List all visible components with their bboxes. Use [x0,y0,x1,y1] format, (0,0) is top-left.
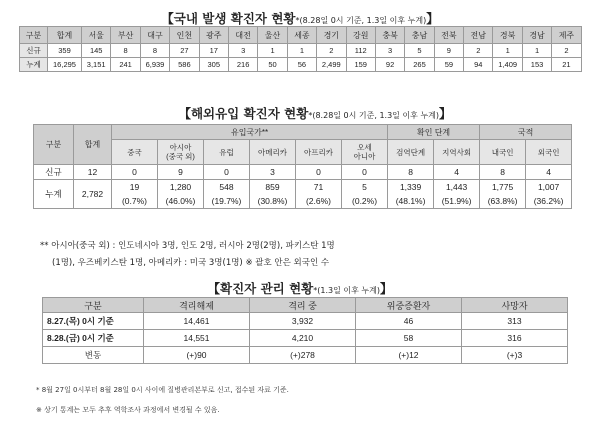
management-cell: 4,210 [250,330,356,347]
management-title [0,278,600,297]
management-row-label: 변동 [43,347,144,364]
imported-cum-cell: 19 [112,180,158,195]
imported-subheader-cell: 내국인 [480,140,526,165]
domestic-header-cell: 경북 [493,27,522,44]
imported-new-cell: 4 [434,165,480,180]
domestic-header-cell: 경기 [317,27,346,44]
asia-note-line1: ** 아시아(중국 외) : 인도네시아 3명, 인도 2명, 러시아 2명(2명), 파키스탄 1명 [40,241,335,251]
footnote-1: * 8월 27일 0시부터 8월 28일 0시 사이에 질병관리본부로 신고, 접수된 자료 기준. [36,386,289,394]
management-row-0828 [43,330,568,347]
management-cell: 58 [356,330,462,347]
domestic-cell: 2 [317,44,346,58]
imported-subheader-cell: 검역단계 [388,140,434,165]
domestic-cell: 1 [287,44,316,58]
domestic-header-cell: 합계 [48,27,82,44]
domestic-title-main: 【국내 발생 확진자 현황 [161,11,296,26]
management-header-cell: 구분 [43,298,144,313]
domestic-header-cell: 충북 [375,27,404,44]
imported-header-countries: 유입국가** [112,125,388,140]
domestic-cell: 9 [434,44,463,58]
imported-percent-cell: (46.0%) [158,194,204,209]
imported-cum-cell: 1,443 [434,180,480,195]
imported-subheader-cell: 아프리카 [296,140,342,165]
imported-subheader-row [34,140,572,165]
imported-cum-cell: 1,339 [388,180,434,195]
domestic-cell: 2,499 [317,58,346,72]
domestic-cell: 59 [434,58,463,72]
domestic-header-cell: 제주 [552,27,581,44]
asia-note-line2: (1명), 우즈베키스탄 1명, 아메리카 : 미국 3명(1명) ※ 괄호 안은 외국인 수 [52,258,330,268]
management-row-label: 8.28.(금) 0시 기준 [43,330,144,347]
domestic-cell: 1 [522,44,551,58]
management-cell: 46 [356,313,462,330]
domestic-cell: 92 [375,58,404,72]
imported-percent-cell: (48.1%) [388,194,434,209]
imported-percent-cell: (51.9%) [434,194,480,209]
management-cell: (+)3 [462,347,568,364]
domestic-title-note: (8.28일 0시 기준, 1.3일 이후 누계) [299,16,427,25]
domestic-cell: 56 [287,58,316,72]
domestic-cell: 216 [228,58,257,72]
domestic-cell: 50 [258,58,287,72]
imported-subheader-cell: 지역사회 [434,140,480,165]
domestic-header-cell: 구분 [20,27,48,44]
imported-new-label: 신규 [34,165,74,180]
imported-percent-cell: (30.8%) [250,194,296,209]
management-cell: (+)278 [250,347,356,364]
domestic-header-cell: 서울 [82,27,111,44]
imported-percent-cell: (36.2%) [526,194,572,209]
imported-cum-cell: 859 [250,180,296,195]
imported-header-label: 구분 [34,125,74,165]
domestic-cell: 241 [111,58,140,72]
imported-title-note: (8.28일 0시 기준, 1.3일 이후 누계) [312,111,440,120]
imported-new-cell: 4 [526,165,572,180]
imported-new-cell: 0 [204,165,250,180]
management-header-cell: 위중증환자 [356,298,462,313]
management-row-label: 8.27.(목) 0시 기준 [43,313,144,330]
management-cell: 316 [462,330,568,347]
imported-cum-cell: 1,007 [526,180,572,195]
imported-header-confirm-stage: 확인 단계 [388,125,480,140]
domestic-cell: 145 [82,44,111,58]
management-cell: (+)90 [144,347,250,364]
imported-percent-cell: (63.8%) [480,194,526,209]
imported-title [15,103,600,122]
domestic-cell: 1 [493,44,522,58]
domestic-header-row [20,27,582,44]
domestic-cell: 305 [199,58,228,72]
imported-new-cell: 8 [480,165,526,180]
imported-subheader-cell: 유럽 [204,140,250,165]
imported-subheader-cell: 아메리카 [250,140,296,165]
imported-percent-cell: (19.7%) [204,194,250,209]
imported-row-cumulative [34,180,572,195]
management-cell: 313 [462,313,568,330]
domestic-title-sup: * [295,16,300,25]
imported-cum-cell: 5 [342,180,388,195]
imported-new-cell: 0 [296,165,342,180]
domestic-cell: 1,409 [493,58,522,72]
domestic-cell: 153 [522,58,551,72]
domestic-cell: 112 [346,44,375,58]
imported-percent-cell: (2.6%) [296,194,342,209]
imported-title-sup: * [308,111,313,120]
imported-new-cell: 9 [158,165,204,180]
imported-cum-label: 누계 [34,180,74,209]
domestic-header-cell: 전남 [464,27,493,44]
footnote-2: ※ 상기 통계는 모두 추후 역학조사 과정에서 변경될 수 있음. [36,406,220,414]
domestic-cell: 8 [111,44,140,58]
domestic-header-cell: 울산 [258,27,287,44]
imported-cum-cell: 71 [296,180,342,195]
management-row-0827 [43,313,568,330]
domestic-header-cell: 강원 [346,27,375,44]
management-table [42,297,568,364]
imported-new-cell: 3 [250,165,296,180]
imported-cum-total: 2,782 [74,180,112,209]
domestic-table [19,26,582,72]
imported-header-total: 합계 [74,125,112,165]
management-cell: (+)12 [356,347,462,364]
domestic-cell: 6,939 [140,58,169,72]
domestic-cell: 21 [552,58,581,72]
domestic-header-cell: 세종 [287,27,316,44]
imported-percent-cell: (0.2%) [342,194,388,209]
management-header-cell: 격리해제 [144,298,250,313]
imported-table [33,124,572,209]
management-title-note: (1.3일 이후 누계) [317,286,380,295]
management-row-change [43,347,568,364]
domestic-cell: 17 [199,44,228,58]
domestic-header-cell: 인천 [170,27,199,44]
imported-cum-cell: 548 [204,180,250,195]
domestic-cell: 8 [140,44,169,58]
domestic-cell: 3,151 [82,58,111,72]
imported-subheader-cell: 아시아 (중국 외) [158,140,204,165]
management-title-sup: * [313,286,318,295]
domestic-cell: 27 [170,44,199,58]
domestic-cell: 159 [346,58,375,72]
imported-new-cell: 0 [342,165,388,180]
management-title-main: 【확진자 관리 현황 [207,281,314,296]
domestic-header-cell: 대구 [140,27,169,44]
domestic-cell: 5 [405,44,434,58]
domestic-title [0,8,600,27]
domestic-cell: 16,295 [48,58,82,72]
imported-new-total: 12 [74,165,112,180]
imported-title-end: 】 [439,106,452,121]
management-cell: 14,461 [144,313,250,330]
imported-subheader-cell: 외국인 [526,140,572,165]
domestic-header-cell: 부산 [111,27,140,44]
management-cell: 14,551 [144,330,250,347]
imported-percent-cell: (0.7%) [112,194,158,209]
imported-cum-cell: 1,280 [158,180,204,195]
imported-subheader-cell: 오세 아니아 [342,140,388,165]
management-header-row [43,298,568,313]
domestic-cell: 94 [464,58,493,72]
domestic-cell: 3 [228,44,257,58]
imported-title-main: 【해외유입 확진자 현황 [178,106,309,121]
management-header-cell: 격리 중 [250,298,356,313]
domestic-cell: 2 [552,44,581,58]
domestic-cell: 2 [464,44,493,58]
domestic-cell: 3 [375,44,404,58]
domestic-row-label: 누계 [20,58,48,72]
imported-new-cell: 8 [388,165,434,180]
domestic-row-new [20,44,582,58]
imported-row-new [34,165,572,180]
domestic-cell: 265 [405,58,434,72]
domestic-header-cell: 광주 [199,27,228,44]
domestic-cell: 359 [48,44,82,58]
domestic-header-cell: 충남 [405,27,434,44]
imported-row-percent [34,194,572,209]
domestic-cell: 1 [258,44,287,58]
imported-new-cell: 0 [112,165,158,180]
domestic-header-cell: 경남 [522,27,551,44]
domestic-header-cell: 대전 [228,27,257,44]
domestic-cell: 586 [170,58,199,72]
imported-cum-cell: 1,775 [480,180,526,195]
domestic-header-cell: 전북 [434,27,463,44]
domestic-row-cumulative [20,58,582,72]
imported-header-nationality: 국적 [480,125,572,140]
domestic-row-label: 신규 [20,44,48,58]
management-cell: 3,932 [250,313,356,330]
domestic-title-end: 】 [426,11,439,26]
management-title-end: 】 [379,281,393,296]
management-header-cell: 사망자 [462,298,568,313]
imported-subheader-cell: 중국 [112,140,158,165]
